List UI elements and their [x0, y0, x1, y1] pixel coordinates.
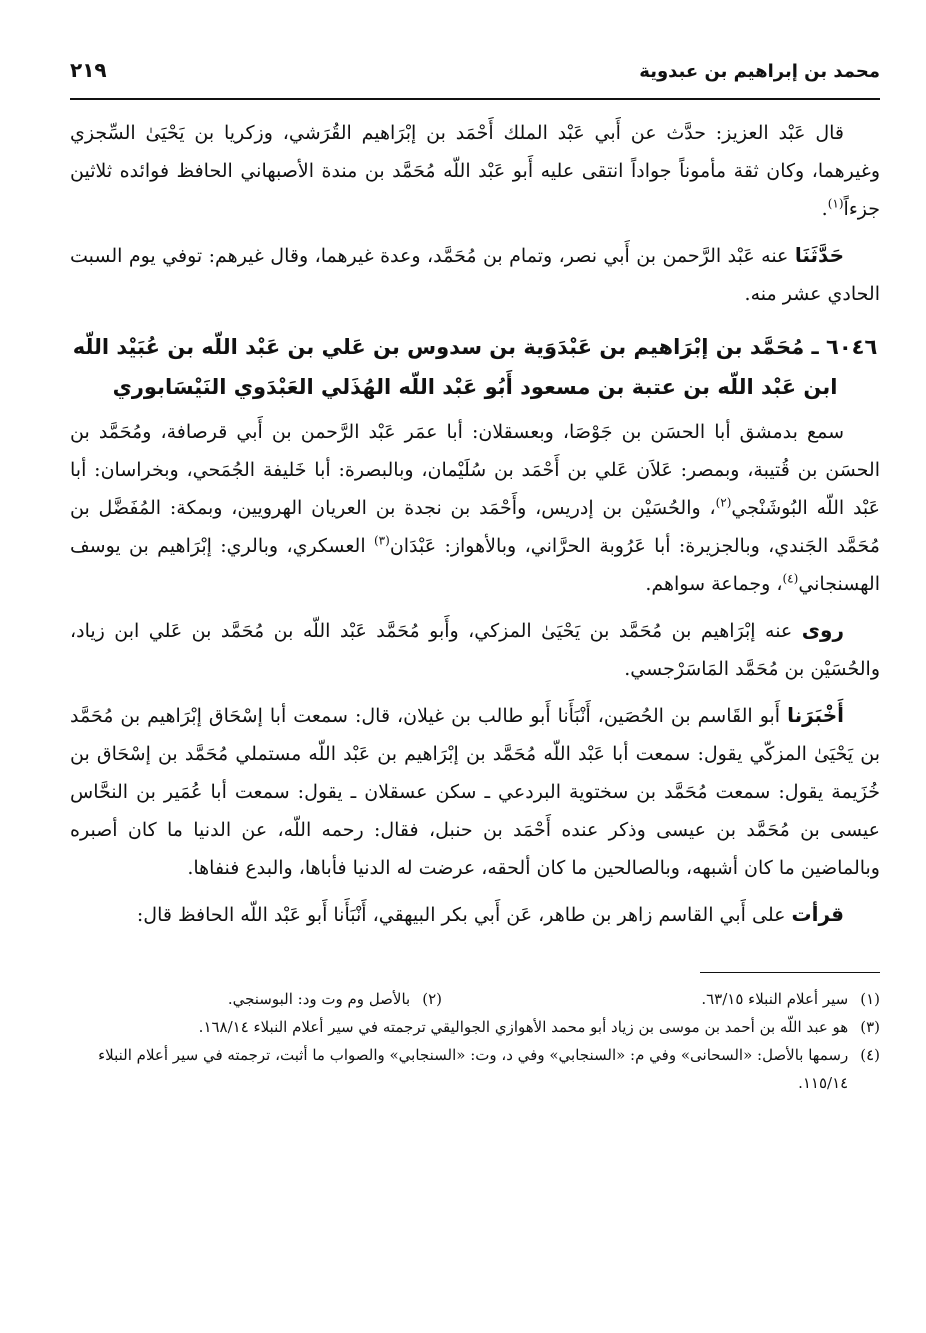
footnote-2 — [228, 985, 442, 1013]
footnote-1 — [460, 985, 880, 1013]
page-number: ٢١٩ — [70, 58, 107, 82]
lead-word: أَخْبَرَنا — [787, 703, 844, 727]
footnote-3 — [70, 1013, 880, 1041]
paragraph-rawa — [70, 611, 880, 688]
footnote-4 — [70, 1041, 880, 1097]
footnote-row — [70, 985, 880, 1013]
paragraph-abd-al-aziz — [70, 114, 880, 228]
paragraph-text: العسكري، وبالري: إبْرَاهيم بن يوسف الهسنجاني — [70, 535, 880, 595]
footnote-text: سير أعلام النبلاء ٦٣/١٥. — [701, 990, 849, 1008]
paragraph-haddathana — [70, 236, 880, 313]
footnote-ref-4[interactable]: (٤) — [782, 571, 799, 586]
footnote-number: (٤) — [860, 1046, 880, 1064]
footnote-ref-1[interactable]: (١) — [827, 196, 844, 211]
lead-word: قرأت — [791, 902, 844, 926]
entry-heading-line-2: ابن عَبْد اللّه بن عتبة بن مسعود أَبُو عَبْد اللّه الهُذَلي العَبْدَوي النَيْسَابوري — [112, 375, 838, 399]
paragraph-samia — [70, 413, 880, 603]
footnote-number: (٣) — [860, 1018, 880, 1036]
footnote-ref-3[interactable]: (٣) — [373, 533, 390, 548]
header-rule — [70, 98, 880, 100]
paragraph-text: قال عَبْد العزيز: حدَّث عن أَبي عَبْد الملك أَحْمَد بن إبْرَاهيم القُرَشي، وزكريا بن يَحْيَىٰ السِّجزي وغيرهما، وكان ثقة مأموناً جواداً انتقى عليه أَبو عَبْد اللّه مُحَمَّد بن مندة الأصبهاني الحافظ فوائده ثلاثين جزءاً — [70, 122, 880, 220]
footnote-ref-2[interactable]: (٢) — [715, 495, 732, 510]
running-head-title: محمد بن إبراهيم بن عبدوية — [639, 61, 880, 82]
book-page — [70, 58, 880, 1318]
lead-word: حَدَّثَنَا — [794, 243, 844, 267]
paragraph-text: ، وجماعة سواهم. — [645, 573, 783, 595]
paragraph-end: . — [821, 198, 828, 220]
footnote-text: رسمها بالأصل: «السحانى» وفي م: «السنجابي» وفي د، وت: «السنجابي» والصواب ما أثبت، ترجمته في سير أعلام النبلاء ١١٥/١٤. — [98, 1046, 849, 1092]
paragraph-akhbarana — [70, 696, 880, 887]
footnote-number: (٢) — [422, 990, 442, 1008]
biography-entry-heading — [70, 327, 880, 407]
entry-heading-line-1: ٦٠٤٦ ـ مُحَمَّد بن إبْرَاهيم بن عَبْدَوَية بن سدوس بن عَلي بن عَبْد اللّه بن عُبَيْد اللّه — [72, 335, 878, 359]
lead-word: روى — [801, 618, 844, 642]
footnote-rule — [700, 972, 880, 973]
footnotes — [70, 985, 880, 1097]
paragraph-text: ، والحُسَيْن بن إدريس، وأَحْمَد بن نجدة بن العريان الهرويين، وبمكة: المُفَضَّل بن مُحَمَّد الجَندي، وبالجزيرة: أبا عَرُوبة الحرَّاني، وبالأهواز: عَبْدَان — [70, 497, 880, 557]
footnote-text: هو عبد اللّه بن أحمد بن موسى بن زياد أبو محمد الأهوازي الجواليقي ترجمته في سير أعلام النبلاء ١٦٨/١٤. — [198, 1018, 849, 1036]
footnote-text: بالأصل وم وت ود: البوسنجي. — [227, 990, 411, 1008]
paragraph-text: على أَبي القاسم زاهر بن طاهر، عَن أَبي بكر البيهقي، أَنْبَأَنا أَبو عَبْد اللّه الحافظ قال: — [136, 904, 792, 926]
running-head — [70, 58, 880, 98]
footnote-number: (١) — [860, 990, 880, 1008]
paragraph-qaratu — [70, 895, 880, 934]
paragraph-text: عنه إبْرَاهيم بن مُحَمَّد بن يَحْيَىٰ المزكي، وأَبو مُحَمَّد عَبْد اللّه بن مُحَمَّد بن عَلي ابن زياد، والحُسَيْن بن مُحَمَّد المَاسَرْجسي. — [70, 620, 880, 680]
paragraph-text: سمع بدمشق أبا الحسَن بن جَوْصَا، وبعسقلان: أبا عمَر عَبْد الرَّحمن بن أَبي قرصافة، ومُحَمَّد بن الحسَن بن قُتيبة، وبمصر: عَلاَن عَلي بن أَحْمَد بن سُلَيْمان، وبالبصرة: أبا خَليفة الجُمَحي، وبخراسان: أبا عَبْد اللّه البُوشَنْجي — [70, 421, 880, 519]
paragraph-text: عنه عَبْد الرَّحمن بن أَبي نصر، وتمام بن مُحَمَّد، وعدة غيرهما، وقال غيرهم: توفي يوم السبت الحادي عشر منه. — [70, 245, 880, 305]
paragraph-text: أَبو القَاسم بن الحُصَين، أَنْبَأَنا أَبو طالب بن غيلان، قال: سمعت أبا إسْحَاق إبْرَاهيم بن مُحَمَّد بن يَحْيَىٰ المزكّي يقول: سمعت أبا عَبْد اللّه مُحَمَّد بن إبْرَاهيم بن عَبْد اللّه مستملي مُحَمَّد بن إسْحَاق بن خُزَيمة يقول: سمعت مُحَمَّد بن سختوية البردعي ـ سكن عسقلان ـ يقول: سمعت أبا عُمَير بن النحَّاس عيسى بن مُحَمَّد بن عيسى وذكر عنده أَحْمَد بن حنبل، فقال: رحمه اللّه، عن الدنيا ما كان أصبره وبالماضين ما كان أشبهه، وبالصالحين ما كان ألحقه، عرضت له الدنيا فأباها، والبدع فنفاها. — [70, 705, 880, 879]
